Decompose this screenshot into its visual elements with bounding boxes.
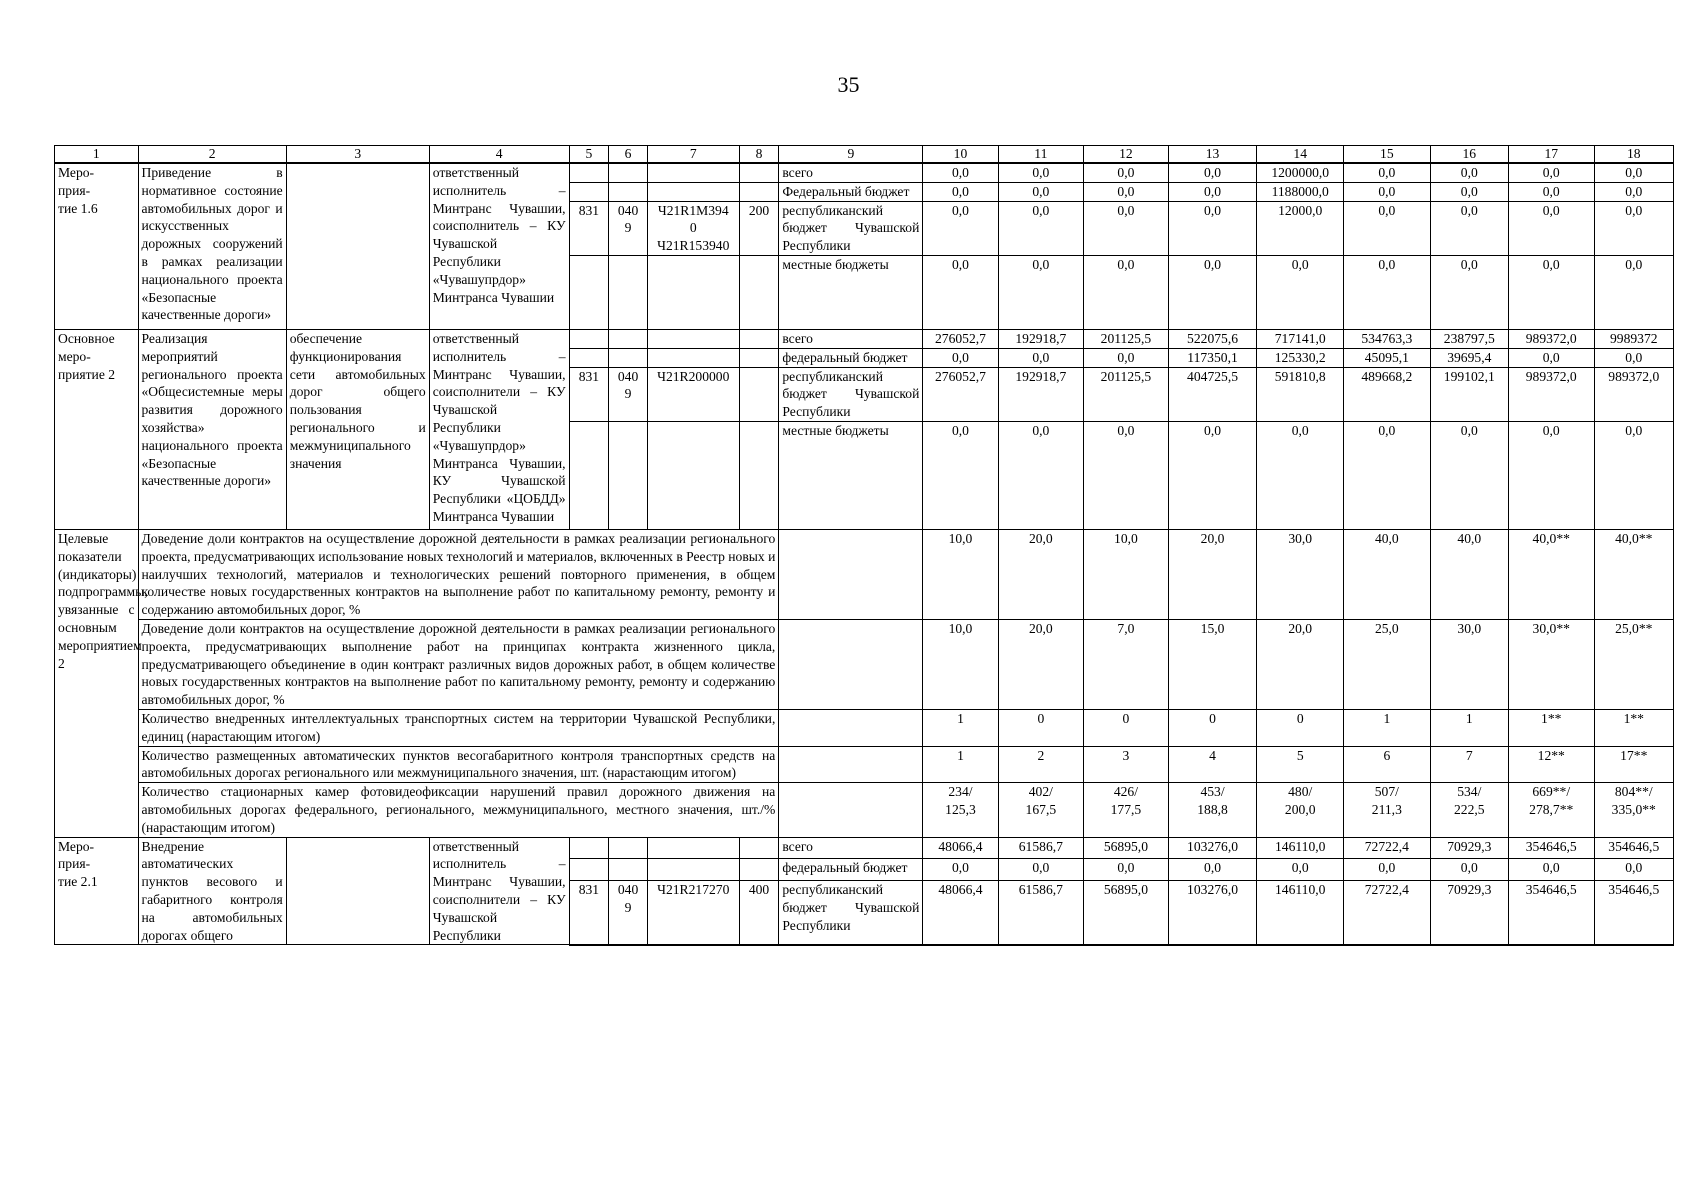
activity-executor: ответственный исполнитель – Минтранс Чувашии, соисполнители – КУ Чувашской Республики «Чувашупрдор» Минтранса Чувашии, КУ Чувашской Республики «ЦОБДД» Минтранса Чувашии [429,329,569,529]
value-cell: 103276,0 [1168,837,1257,859]
code-cell [569,859,609,881]
value-cell: 1 [1430,709,1508,746]
code-cell [739,837,779,859]
code-grbs: 831 [569,367,609,421]
source-label [779,529,923,619]
table-row [55,329,1674,348]
value-cell: 20,0 [998,529,1084,619]
value-cell: 9989372 [1594,329,1673,348]
value-cell: 201125,5 [1084,329,1169,348]
code-target: Ч21R1М394 0 Ч21R153940 [647,201,739,255]
value-cell: 234/ 125,3 [923,783,998,837]
value-cell: 201125,5 [1084,367,1169,421]
value-cell: 0,0 [1168,201,1257,255]
value-cell: 0,0 [1508,348,1594,367]
col-header: 15 [1344,146,1431,164]
col-header: 13 [1168,146,1257,164]
activity-id: Меро- прия- тие 1.6 [55,163,139,329]
value-cell: 7 [1430,746,1508,783]
source-label: республиканский бюджет Чувашской Республики [779,201,923,255]
col-header: 1 [55,146,139,164]
value-cell: 20,0 [998,619,1084,709]
col-header: 6 [609,146,648,164]
indicator-text: Количество внедренных интеллектуальных транспортных систем на территории Чувашской Республики, единиц (нарастающим итогом) [138,709,779,746]
code-cell [647,255,739,329]
value-cell: 404725,5 [1168,367,1257,421]
value-cell: 989372,0 [1508,367,1594,421]
value-cell: 2 [998,746,1084,783]
code-cell [647,421,739,529]
code-cell [609,837,648,859]
value-cell: 72722,4 [1344,837,1431,859]
value-cell: 0,0 [1344,255,1431,329]
code-cell [647,163,739,182]
value-cell: 117350,1 [1168,348,1257,367]
value-cell: 0,0 [1430,255,1508,329]
value-cell: 0,0 [1594,859,1673,881]
value-cell: 0,0 [1508,255,1594,329]
source-label: местные бюджеты [779,255,923,329]
value-cell: 0,0 [1257,421,1344,529]
value-cell: 0,0 [923,348,998,367]
code-cell [609,163,648,182]
code-cell [609,421,648,529]
code-cell [739,182,779,201]
page-number: 35 [837,72,860,97]
value-cell: 30,0** [1508,619,1594,709]
code-target: Ч21R200000 [647,367,739,421]
source-label [779,783,923,837]
value-cell: 0,0 [1084,255,1169,329]
code-cell [609,859,648,881]
value-cell: 1 [923,709,998,746]
indicator-row [55,746,1674,783]
activity-executor: ответственный исполнитель – Минтранс Чувашии, соисполнители – КУ Чувашской Республики [429,837,569,945]
source-label: всего [779,163,923,182]
value-cell: 591810,8 [1257,367,1344,421]
source-label: федеральный бюджет [779,348,923,367]
value-cell: 804**/ 335,0** [1594,783,1673,837]
value-cell: 0,0 [1508,201,1594,255]
value-cell: 0,0 [1594,163,1673,182]
source-label: республиканский бюджет Чувашской Республики [779,881,923,945]
col-header: 4 [429,146,569,164]
value-cell: 1** [1594,709,1673,746]
value-cell: 0,0 [1168,255,1257,329]
value-cell: 426/ 177,5 [1084,783,1169,837]
value-cell: 103276,0 [1168,881,1257,945]
col-header: 16 [1430,146,1508,164]
source-label: Федеральный бюджет [779,182,923,201]
activity-name: Внедрение автоматических пунктов весового и габаритного контроля на автомобильных дорогах общего [138,837,286,945]
col-header: 12 [1084,146,1169,164]
code-section: 040 9 [609,881,648,945]
value-cell: 20,0 [1168,529,1257,619]
value-cell: 1 [923,746,998,783]
activity-goal [286,163,429,329]
value-cell: 0 [1257,709,1344,746]
indicator-row [55,709,1674,746]
value-cell: 0,0 [1430,421,1508,529]
activity-name: Реализация мероприятий регионального проекта «Общесистемные меры развития дорожного хозяйства» национального проекта «Безопасные качественные дороги» [138,329,286,529]
source-label: всего [779,837,923,859]
value-cell: 0,0 [1344,163,1431,182]
value-cell: 0,0 [1168,859,1257,881]
budget-table [54,145,1674,946]
value-cell: 72722,4 [1344,881,1431,945]
value-cell: 0 [1084,709,1169,746]
code-cell [569,348,609,367]
value-cell: 0,0 [1084,348,1169,367]
code-cell [647,859,739,881]
value-cell: 0,0 [1508,421,1594,529]
value-cell: 6 [1344,746,1431,783]
code-cell [739,421,779,529]
code-cell [647,837,739,859]
table-row [55,837,1674,859]
value-cell: 192918,7 [998,367,1084,421]
value-cell: 56895,0 [1084,837,1169,859]
value-cell: 146110,0 [1257,881,1344,945]
code-cell [647,348,739,367]
code-cell [739,163,779,182]
value-cell: 0 [1168,709,1257,746]
indicator-text: Доведение доли контрактов на осуществление дорожной деятельности в рамках реализации регионального проекта, предусматривающих использование новых технологий и материалов, включенных в Реестр новых и наилучших технологий, материалов и технологических решений повторного применения, в общем количестве новых государственных контрактов на выполнение работ по капитальному ремонту, ремонту и содержанию автомобильных дорог, % [138,529,779,619]
value-cell: 0,0 [1344,421,1431,529]
value-cell: 0,0 [1084,421,1169,529]
value-cell: 0,0 [998,255,1084,329]
col-header: 9 [779,146,923,164]
code-cell [739,329,779,348]
value-cell: 40,0** [1508,529,1594,619]
code-cell [609,329,648,348]
code-cell [569,421,609,529]
value-cell: 7,0 [1084,619,1169,709]
value-cell: 276052,7 [923,329,998,348]
value-cell: 0,0 [1084,163,1169,182]
value-cell: 0,0 [1430,182,1508,201]
value-cell: 25,0** [1594,619,1673,709]
value-cell: 0,0 [1594,348,1673,367]
col-header: 8 [739,146,779,164]
activity-id: Основное меро- приятие 2 [55,329,139,529]
value-cell: 70929,3 [1430,881,1508,945]
value-cell: 0,0 [1344,859,1431,881]
code-grbs: 831 [569,201,609,255]
indicator-text: Количество размещенных автоматических пунктов весогабаритного контроля транспортных средств на автомобильных дорогах регионального или межмуниципального значения, шт. (нарастающим итогом) [138,746,779,783]
code-cell [609,348,648,367]
source-label [779,746,923,783]
value-cell: 56895,0 [1084,881,1169,945]
value-cell: 507/ 211,3 [1344,783,1431,837]
value-cell: 0,0 [1594,421,1673,529]
indicator-row [55,619,1674,709]
value-cell: 276052,7 [923,367,998,421]
code-type [739,367,779,421]
value-cell: 0 [998,709,1084,746]
col-header: 18 [1594,146,1673,164]
value-cell: 0,0 [998,348,1084,367]
activity-goal: обеспечение функционирования сети автомобильных дорог общего пользования регионального и межмуниципального значения [286,329,429,529]
value-cell: 0,0 [998,201,1084,255]
value-cell: 480/ 200,0 [1257,783,1344,837]
col-header: 11 [998,146,1084,164]
column-number-row [55,146,1674,164]
col-header: 5 [569,146,609,164]
value-cell: 0,0 [923,421,998,529]
value-cell: 669**/ 278,7** [1508,783,1594,837]
code-type: 400 [739,881,779,945]
value-cell: 61586,7 [998,881,1084,945]
value-cell: 125330,2 [1257,348,1344,367]
code-cell [569,329,609,348]
value-cell: 0,0 [1084,859,1169,881]
value-cell: 0,0 [1257,859,1344,881]
indicators-heading: Целевые показатели (индикаторы) подпрограммы, увязанные с основным мероприятием 2 [55,529,139,837]
col-header: 17 [1508,146,1594,164]
value-cell: 1 [1344,709,1431,746]
code-section: 040 9 [609,201,648,255]
col-header: 14 [1257,146,1344,164]
value-cell: 61586,7 [998,837,1084,859]
col-header: 10 [923,146,998,164]
value-cell: 25,0 [1344,619,1431,709]
value-cell: 4 [1168,746,1257,783]
value-cell: 717141,0 [1257,329,1344,348]
value-cell: 0,0 [923,859,998,881]
value-cell: 0,0 [1344,182,1431,201]
value-cell: 10,0 [923,619,998,709]
value-cell: 0,0 [923,201,998,255]
value-cell: 0,0 [1344,201,1431,255]
value-cell: 199102,1 [1430,367,1508,421]
value-cell: 12000,0 [1257,201,1344,255]
source-label: республиканский бюджет Чувашской Республики [779,367,923,421]
code-cell [739,348,779,367]
code-cell [569,163,609,182]
value-cell: 0,0 [923,163,998,182]
value-cell: 10,0 [923,529,998,619]
value-cell: 48066,4 [923,837,998,859]
code-cell [569,255,609,329]
value-cell: 0,0 [998,163,1084,182]
value-cell: 1200000,0 [1257,163,1344,182]
value-cell: 3 [1084,746,1169,783]
value-cell: 20,0 [1257,619,1344,709]
value-cell: 0,0 [1430,859,1508,881]
value-cell: 40,0** [1594,529,1673,619]
value-cell: 354646,5 [1594,881,1673,945]
value-cell: 0,0 [1257,255,1344,329]
value-cell: 70929,3 [1430,837,1508,859]
value-cell: 15,0 [1168,619,1257,709]
value-cell: 489668,2 [1344,367,1431,421]
value-cell: 0,0 [1168,182,1257,201]
value-cell: 30,0 [1257,529,1344,619]
value-cell: 12** [1508,746,1594,783]
value-cell: 534/ 222,5 [1430,783,1508,837]
code-cell [739,255,779,329]
indicator-row [55,783,1674,837]
value-cell: 0,0 [1168,421,1257,529]
source-label: местные бюджеты [779,421,923,529]
indicator-text: Доведение доли контрактов на осуществление дорожной деятельности в рамках реализации регионального проекта, предусматривающих выполнение работ на принципах контракта жизненного цикла, предусматривающего объединение в один контракт различных видов дорожных работ, в общем количестве новых государственных контрактов на выполнение работ по капитальному ремонту, ремонту и содержанию автомобильных дорог, % [138,619,779,709]
value-cell: 0,0 [998,421,1084,529]
value-cell: 0,0 [1508,859,1594,881]
code-cell [609,255,648,329]
value-cell: 522075,6 [1168,329,1257,348]
value-cell: 453/ 188,8 [1168,783,1257,837]
value-cell: 0,0 [1430,163,1508,182]
value-cell: 0,0 [1084,182,1169,201]
indicator-row [55,529,1674,619]
table-row [55,163,1674,182]
value-cell: 238797,5 [1430,329,1508,348]
code-cell [569,182,609,201]
value-cell: 40,0 [1430,529,1508,619]
value-cell: 40,0 [1344,529,1431,619]
value-cell: 1188000,0 [1257,182,1344,201]
value-cell: 0,0 [923,182,998,201]
value-cell: 30,0 [1430,619,1508,709]
value-cell: 0,0 [998,859,1084,881]
value-cell: 146110,0 [1257,837,1344,859]
source-label [779,619,923,709]
value-cell: 989372,0 [1594,367,1673,421]
value-cell: 0,0 [1168,163,1257,182]
value-cell: 0,0 [1594,182,1673,201]
source-label: всего [779,329,923,348]
value-cell: 10,0 [1084,529,1169,619]
activity-executor: ответственный исполнитель – Минтранс Чувашии, соисполнитель – КУ Чувашской Республики «Чувашупрдор» Минтранса Чувашии [429,163,569,329]
col-header: 7 [647,146,739,164]
code-section: 040 9 [609,367,648,421]
activity-id: Меро- прия- тие 2.1 [55,837,139,945]
value-cell: 534763,3 [1344,329,1431,348]
source-label [779,709,923,746]
code-cell [609,182,648,201]
col-header: 3 [286,146,429,164]
activity-goal [286,837,429,945]
value-cell: 0,0 [923,255,998,329]
value-cell: 48066,4 [923,881,998,945]
value-cell: 5 [1257,746,1344,783]
value-cell: 192918,7 [998,329,1084,348]
activity-name: Приведение в нормативное состояние автомобильных дорог и искусственных дорожных сооружений в рамках реализации национального проекта «Безопасные качественные дороги» [138,163,286,329]
col-header: 2 [138,146,286,164]
code-target: Ч21R217270 [647,881,739,945]
code-cell [569,837,609,859]
code-cell [739,859,779,881]
code-cell [647,329,739,348]
code-grbs: 831 [569,881,609,945]
value-cell: 17** [1594,746,1673,783]
source-label: федеральный бюджет [779,859,923,881]
value-cell: 989372,0 [1508,329,1594,348]
value-cell: 0,0 [1594,201,1673,255]
code-cell [647,182,739,201]
value-cell: 0,0 [1508,163,1594,182]
value-cell: 402/ 167,5 [998,783,1084,837]
value-cell: 354646,5 [1508,881,1594,945]
value-cell: 0,0 [1430,201,1508,255]
value-cell: 0,0 [1084,201,1169,255]
value-cell: 354646,5 [1594,837,1673,859]
value-cell: 39695,4 [1430,348,1508,367]
value-cell: 45095,1 [1344,348,1431,367]
value-cell: 0,0 [1594,255,1673,329]
value-cell: 1** [1508,709,1594,746]
value-cell: 0,0 [1508,182,1594,201]
value-cell: 354646,5 [1508,837,1594,859]
code-type: 200 [739,201,779,255]
value-cell: 0,0 [998,182,1084,201]
indicator-text: Количество стационарных камер фотовидеофиксации нарушений правил дорожного движения на автомобильных дорогах федерального, регионального, межмуниципального, местного значения, шт./% (нарастающим итогом) [138,783,779,837]
